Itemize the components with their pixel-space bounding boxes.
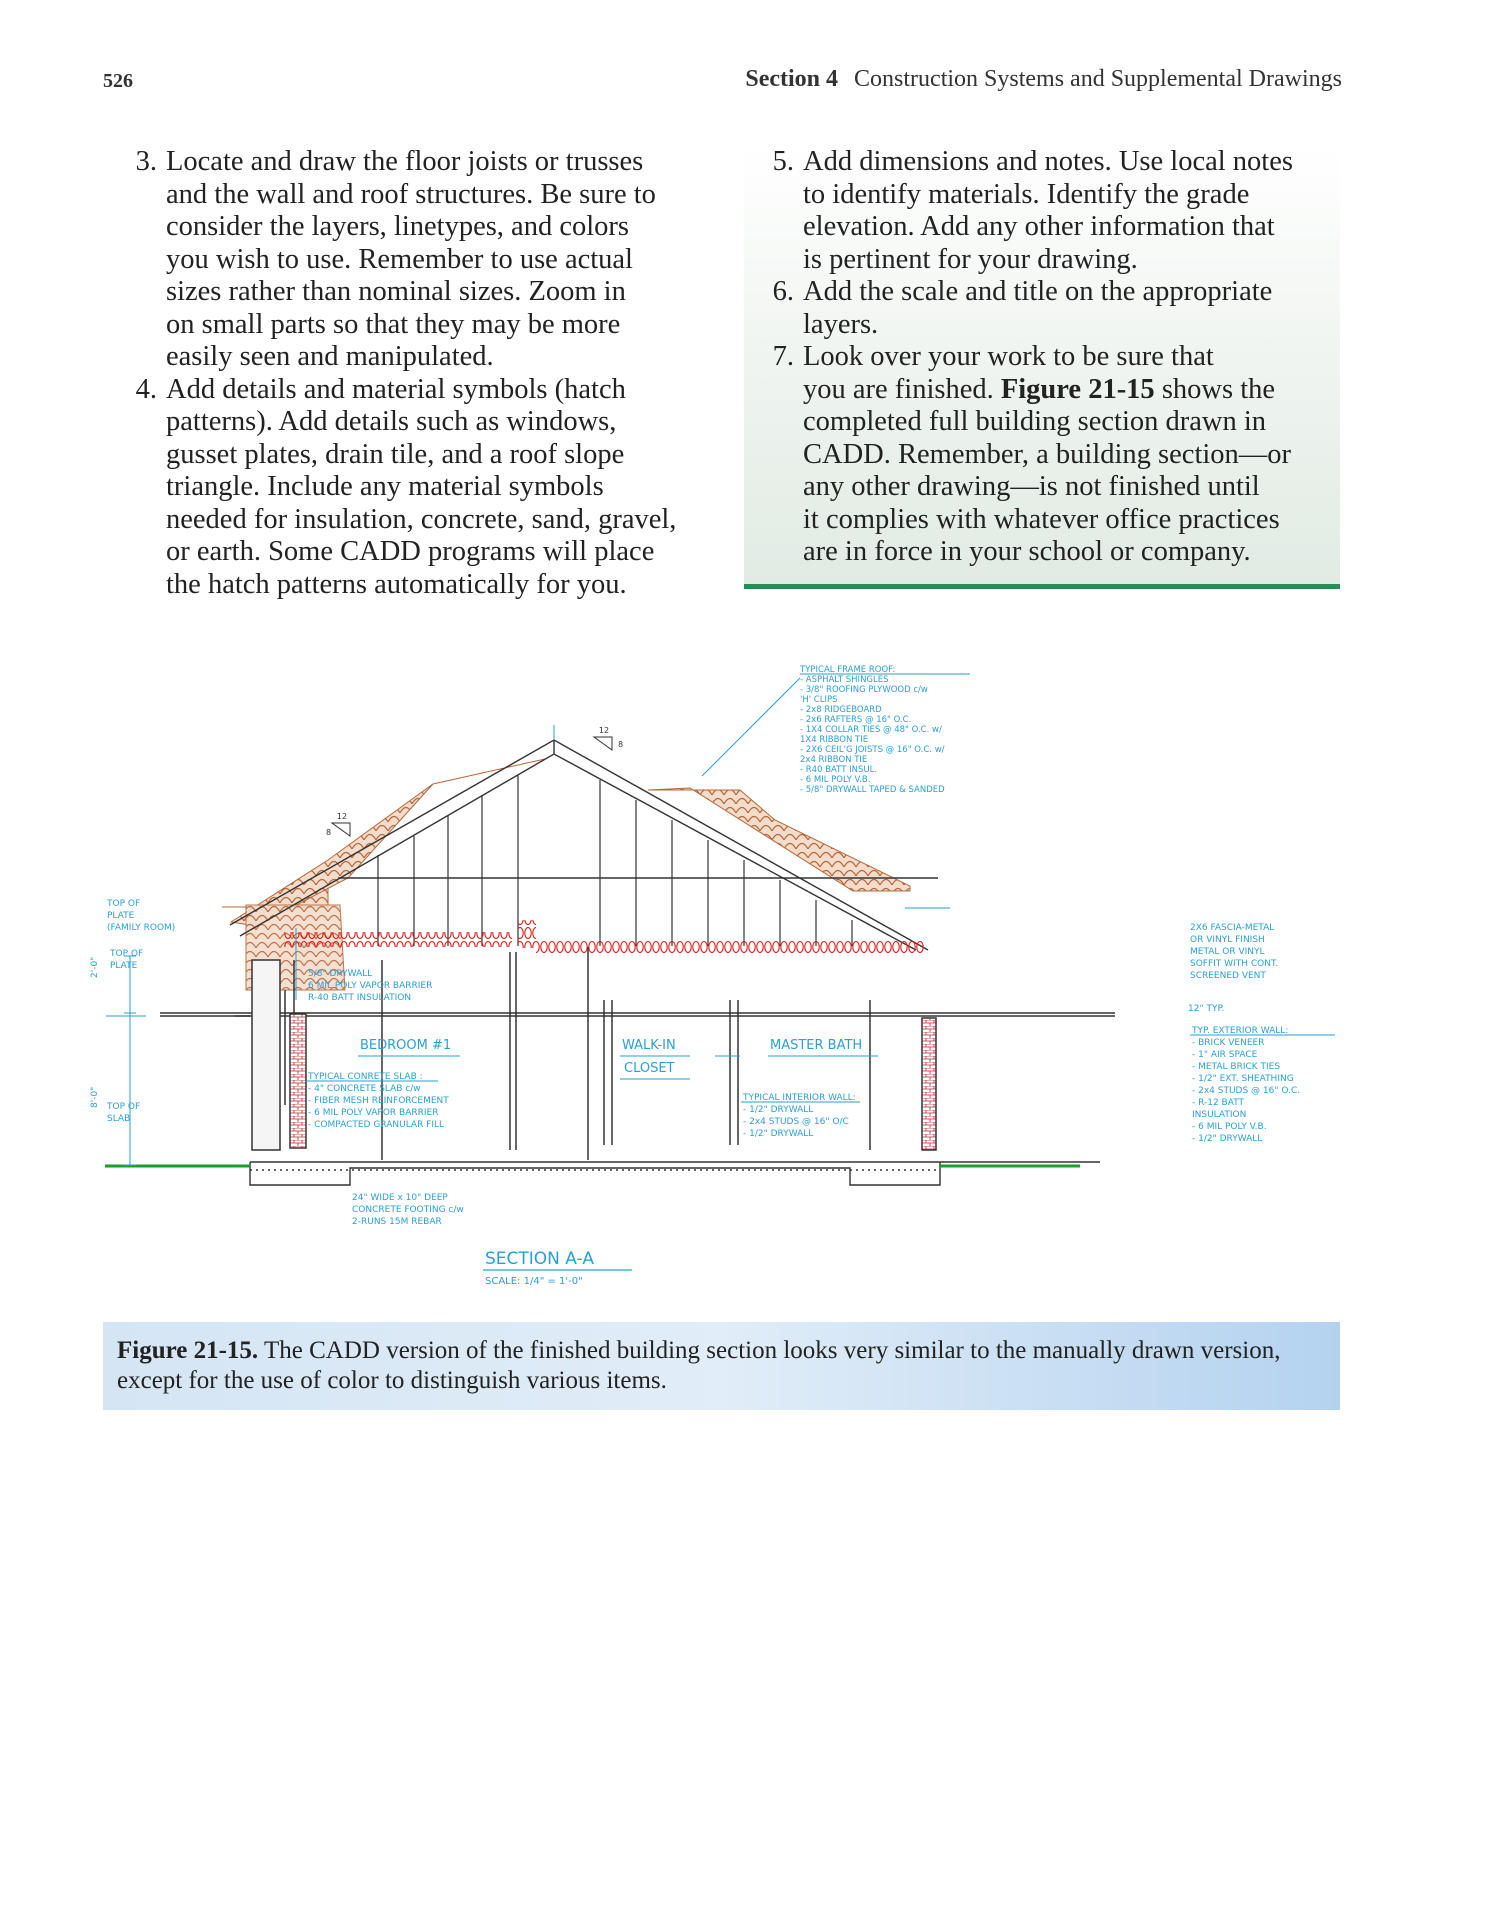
text-line: to identify materials. Identify the grade <box>803 178 1250 210</box>
exterior-wall-note-line: - 2x4 STUDS @ 16" O.C. <box>1192 1086 1301 1096</box>
section-svg <box>90 660 1340 1330</box>
text-line: Add the scale and title on the appropriate <box>803 276 1273 307</box>
slope-upper-run: 12 <box>598 726 610 735</box>
fascia-note-line: 2X6 FASCIA-METAL <box>1190 923 1275 933</box>
ceiling-note-line: R-40 BATT INSULATION <box>308 993 412 1003</box>
exterior-wall-note-line: - 6 MIL POLY V.B. <box>1192 1122 1267 1132</box>
figure-label: Figure 21-15. <box>117 1337 259 1364</box>
step-text <box>803 276 1340 341</box>
top-plate-label: PLATE <box>110 961 138 971</box>
text-line: or earth. Some CADD programs will place <box>166 536 655 567</box>
step-list-right <box>744 146 1340 569</box>
figure-caption <box>117 1336 1326 1396</box>
text-line: completed full building section drawn in <box>803 406 1267 437</box>
ceiling-note <box>308 969 432 1003</box>
page-number: 526 <box>103 70 133 92</box>
step-text <box>803 341 1340 569</box>
fascia-note-line: OR VINYL FINISH <box>1190 935 1265 945</box>
interior-wall-note <box>741 1093 860 1139</box>
step-number: 6. <box>772 276 794 307</box>
left-level-labels <box>90 899 175 1124</box>
roof-note-line: 1X4 RIBBON TIE <box>800 735 869 745</box>
text-span: shows the <box>1154 373 1276 405</box>
roof-note <box>799 665 945 795</box>
section-label: Section 4 <box>745 66 839 92</box>
left-column <box>112 146 712 601</box>
building-walls <box>160 947 1115 1302</box>
text-line: are in force in your school or company. <box>803 536 1251 567</box>
text-span: you are finished. <box>803 373 1001 405</box>
text-line: easily seen and manipulated. <box>166 341 494 372</box>
text-line: Add dimensions and notes. Use local notes <box>803 146 1293 177</box>
right-column-box <box>744 146 1340 589</box>
text-line: gusset plates, drain tile, and a roof slope <box>166 438 625 470</box>
text-line: Locate and draw the floor joists or trusses <box>166 146 644 177</box>
top-plate-family-label: (FAMILY ROOM) <box>107 923 176 933</box>
exterior-wall-note-line: - 1/2" EXT. SHEATHING <box>1192 1074 1294 1084</box>
top-plate-family-label: TOP OF <box>107 899 141 909</box>
roof-note-line: TYPICAL FRAME ROOF: <box>800 665 896 675</box>
text-line: on small parts so that they may be more <box>166 308 621 340</box>
exterior-wall-note-line: - 1" AIR SPACE <box>1192 1050 1258 1060</box>
text-line: triangle. Include any material symbols <box>166 471 604 502</box>
footing-note-line: CONCRETE FOOTING c/w <box>352 1205 464 1215</box>
footing-note-line: 2-RUNS 15M REBAR <box>352 1217 442 1227</box>
text-line <box>803 374 1340 407</box>
roof-note-line: 'H' CLIPS <box>800 695 838 705</box>
roof-note-line: - 6 MIL POLY V.B. <box>800 775 871 785</box>
roof-note-line: - 3/8" ROOFING PLYWOOD c/w <box>800 685 928 695</box>
roof-note-line: - 2X6 CEIL'G JOISTS @ 16" O.C. w/ <box>800 745 945 755</box>
step-6 <box>744 276 1340 341</box>
text-line: Add details and material symbols (hatch <box>166 373 626 405</box>
fascia-note-line: SCREENED VENT <box>1190 971 1266 981</box>
text-line: layers. <box>803 308 879 340</box>
slab-note-line: - COMPACTED GRANULAR FILL <box>308 1120 445 1130</box>
room-closet: CLOSET <box>624 1061 675 1076</box>
caption-text: The CADD version of the finished building section looks very similar to the manually drawn version, except for the use of color to distinguish various items. <box>117 1337 1281 1394</box>
roof-note-line: 2x4 RIBBON TIE <box>800 755 868 765</box>
interior-wall-note-line: - 1/2" DRYWALL <box>743 1105 814 1115</box>
exterior-wall-note-line: - METAL BRICK TIES <box>1192 1062 1281 1072</box>
text-line: the hatch patterns automatically for you. <box>166 568 627 600</box>
section-scale: SCALE: 1/4" = 1'-0" <box>485 1276 583 1287</box>
text-line: sizes rather than nominal sizes. Zoom in <box>166 276 626 307</box>
interior-wall-note-line: - 2x4 STUDS @ 16" O/C <box>743 1117 849 1127</box>
text-line: patterns). Add details such as windows, <box>166 406 617 437</box>
top-plate-family-label: PLATE <box>107 911 135 921</box>
top-plate-label: TOP OF <box>110 949 144 959</box>
room-master-bath: MASTER BATH <box>770 1038 863 1053</box>
slope-lower-run: 12 <box>336 812 348 821</box>
exterior-wall-note-line: - BRICK VENEER <box>1192 1038 1265 1048</box>
room-labels <box>358 1038 878 1079</box>
ceiling-note-line: 5/8" DRYWALL <box>308 969 373 979</box>
top-slab-label: TOP OF <box>107 1102 141 1112</box>
step-text <box>166 146 712 374</box>
section-title-block <box>483 1249 632 1287</box>
exterior-wall-note-line: - R-12 BATT <box>1192 1098 1245 1108</box>
slab-note-line: - 6 MIL POLY VAPOR BARRIER <box>308 1108 439 1118</box>
figure-caption-box <box>103 1322 1340 1410</box>
section-title: SECTION A-A <box>485 1249 594 1269</box>
fascia-note-line: SOFFIT WITH CONT. <box>1190 959 1279 969</box>
ceiling-note-line: 6 MIL POLY VAPOR BARRIER <box>308 981 433 991</box>
text-line: is pertinent for your drawing. <box>803 243 1138 275</box>
interior-wall-note-line: - 1/2" DRYWALL <box>743 1129 814 1139</box>
fascia-note <box>1188 923 1278 1014</box>
dim-lower: 8'-0" <box>90 1086 100 1108</box>
text-line: and the wall and roof structures. Be sure to <box>166 178 656 210</box>
slab-note <box>306 1072 449 1130</box>
top-slab-label: SLAB <box>107 1114 131 1124</box>
step-5 <box>744 146 1340 276</box>
slope-lower-rise: 8 <box>326 828 332 837</box>
exterior-wall-note-line: INSULATION <box>1192 1110 1247 1120</box>
step-list-left <box>112 146 712 601</box>
section-title: Construction Systems and Supplemental Drawings <box>854 66 1342 92</box>
footing-note-line: 24" WIDE x 10" DEEP <box>352 1193 448 1203</box>
step-number: 3. <box>135 146 157 177</box>
roof-note-line: - 2x6 RAFTERS @ 16" O.C. <box>800 715 912 725</box>
room-walk-in: WALK-IN <box>622 1038 676 1053</box>
step-3 <box>112 146 712 374</box>
step-7 <box>744 341 1340 569</box>
text-line: consider the layers, linetypes, and colors <box>166 211 629 242</box>
running-head <box>745 66 1342 93</box>
text-line: any other drawing—is not finished until <box>803 471 1260 502</box>
text-line: CADD. Remember, a building section—or <box>803 438 1292 470</box>
text-line: you wish to use. Remember to use actual <box>166 243 633 275</box>
step-number: 5. <box>772 146 794 177</box>
fascia-note-line: METAL OR VINYL <box>1190 947 1265 957</box>
text-line: needed for insulation, concrete, sand, gravel, <box>166 503 677 535</box>
step-text <box>803 146 1340 276</box>
text-line: elevation. Add any other information that <box>803 211 1275 242</box>
exterior-wall-note-line: - 1/2" DRYWALL <box>1192 1134 1263 1144</box>
text-line: Look over your work to be sure that <box>803 341 1214 372</box>
exterior-wall-note-line: TYP. EXTERIOR WALL: <box>1192 1026 1289 1036</box>
interior-wall-note-line: TYPICAL INTERIOR WALL: <box>743 1093 856 1103</box>
slab-note-line: - FIBER MESH REINFORCEMENT <box>308 1096 449 1106</box>
roof-note-line: - 2x8 RIDGEBOARD <box>800 705 882 715</box>
step-4 <box>112 374 712 602</box>
roof-note-line: - R40 BATT INSUL. <box>800 765 878 775</box>
text-line: it complies with whatever office practices <box>803 503 1280 535</box>
room-bedroom: BEDROOM #1 <box>360 1038 452 1053</box>
step-number: 4. <box>135 373 157 405</box>
roof-note-line: - ASPHALT SHINGLES <box>800 675 889 685</box>
step-text <box>166 374 712 602</box>
slab-note-line: TYPICAL CONRETE SLAB : <box>308 1072 423 1082</box>
footing-note <box>352 1193 464 1227</box>
roof-note-line: - 5/8" DRYWALL TAPED & SANDED <box>800 785 945 795</box>
roof-note-line: - 1X4 COLLAR TIES @ 48" O.C. w/ <box>800 725 942 735</box>
step-number: 7. <box>772 341 794 372</box>
dim-upper: 2'-0" <box>90 956 100 978</box>
exterior-wall-note <box>1190 1026 1335 1144</box>
figure-reference: Figure 21-15 <box>1000 373 1155 405</box>
slab-note-line: - 4" CONCRETE SLAB c/w <box>308 1084 421 1094</box>
building-section-drawing <box>90 660 1340 1330</box>
slope-upper-rise: 8 <box>618 740 624 749</box>
slope-marks <box>326 726 623 837</box>
typ-12-label: 12" TYP. <box>1188 1004 1225 1014</box>
